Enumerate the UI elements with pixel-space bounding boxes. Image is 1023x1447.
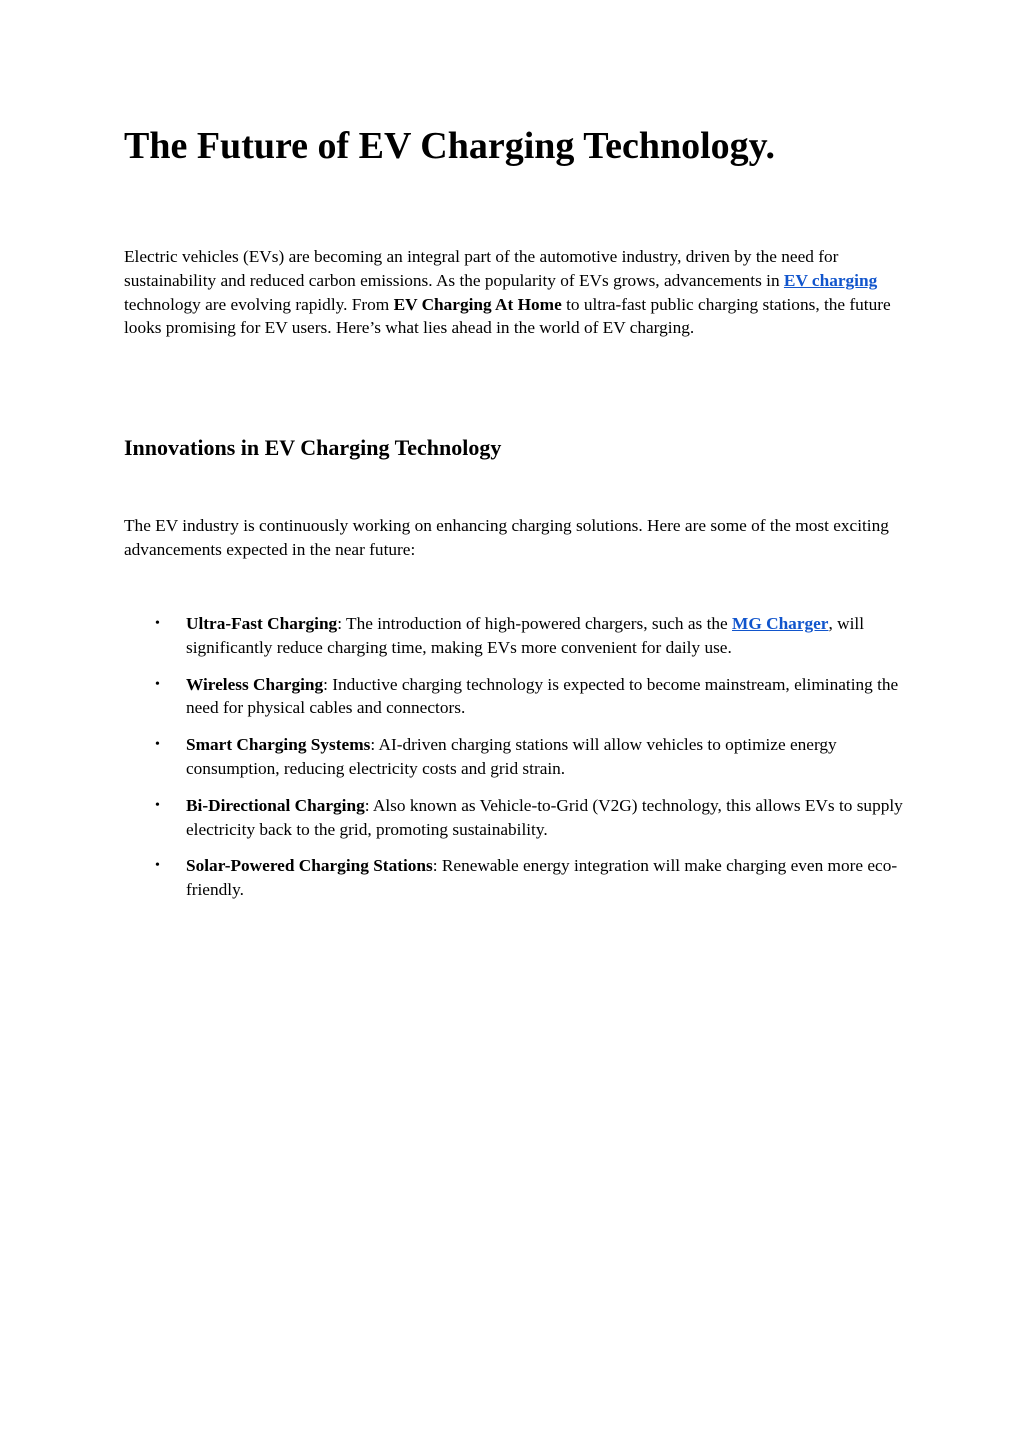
list-item-text: : Inductive charging technology is expected to become mainstream, eliminating the need for physical cables and connectors. xyxy=(186,674,899,718)
bullet-icon: • xyxy=(155,858,160,874)
list-item-ultra-fast-charging xyxy=(124,612,904,660)
list-item-term: Wireless Charging xyxy=(186,674,324,694)
bullet-icon: • xyxy=(155,616,160,631)
ev-charging-at-home-bold: EV Charging At Home xyxy=(393,294,562,314)
ev-charging-link[interactable]: EV charging xyxy=(783,270,878,290)
bullet-icon: • xyxy=(155,797,160,813)
lead-paragraph: The EV industry is continuously working on enhancing charging solutions. Here are some of the most exciting advancements expected in the near future: xyxy=(124,516,889,559)
bullet-icon: • xyxy=(155,676,160,692)
list-item-text: : Also known as Vehicle-to-Grid (V2G) technology, this allows EVs to supply electricity back to the grid, promoting sustainability. xyxy=(186,795,903,839)
list-item-term: Smart Charging Systems xyxy=(186,735,371,755)
list-item-term: Bi-Directional Charging xyxy=(186,795,365,815)
list-item-term: Solar-Powered Charging Stations xyxy=(186,856,433,876)
list-item-smart-charging-systems xyxy=(124,733,904,781)
list-item-term: Ultra-Fast Charging xyxy=(186,614,338,633)
list-item-bi-directional-charging xyxy=(124,794,904,842)
intro-text-3: to ultra-fast public charging stations, the future looks promising for EV users. Here’s what lies ahead in the world of EV charging. xyxy=(124,294,891,338)
innovations-list xyxy=(124,612,904,915)
document-title: The Future of EV Charging Technology. xyxy=(124,125,776,167)
list-item-text: : AI-driven charging stations will allow vehicles to optimize energy consumption, reducing electricity costs and grid strain. xyxy=(186,735,837,778)
intro-paragraph xyxy=(124,245,904,340)
intro-text-1: Electric vehicles (EVs) are becoming an integral part of the automotive industry, driven by the need for sustainability and reduced carbon emissions. As the popularity of EVs grows, advancements in xyxy=(124,247,839,290)
list-item-wireless-charging xyxy=(124,673,904,721)
list-item-text: : The introduction of high-powered chargers, such as the xyxy=(337,614,733,633)
list-item-text: : Renewable energy integration will make charging even more eco-friendly. xyxy=(186,856,898,900)
bullet-icon: • xyxy=(155,737,160,753)
section-heading: Innovations in EV Charging Technology xyxy=(124,435,502,460)
intro-text-2: technology are evolving rapidly. From xyxy=(124,294,394,314)
list-item-solar-powered-charging-stations xyxy=(124,854,904,902)
list-item-text: , will significantly reduce charging time, making EVs more convenient for daily use. xyxy=(186,614,865,657)
mg-charger-link[interactable]: MG Charger xyxy=(732,614,829,633)
